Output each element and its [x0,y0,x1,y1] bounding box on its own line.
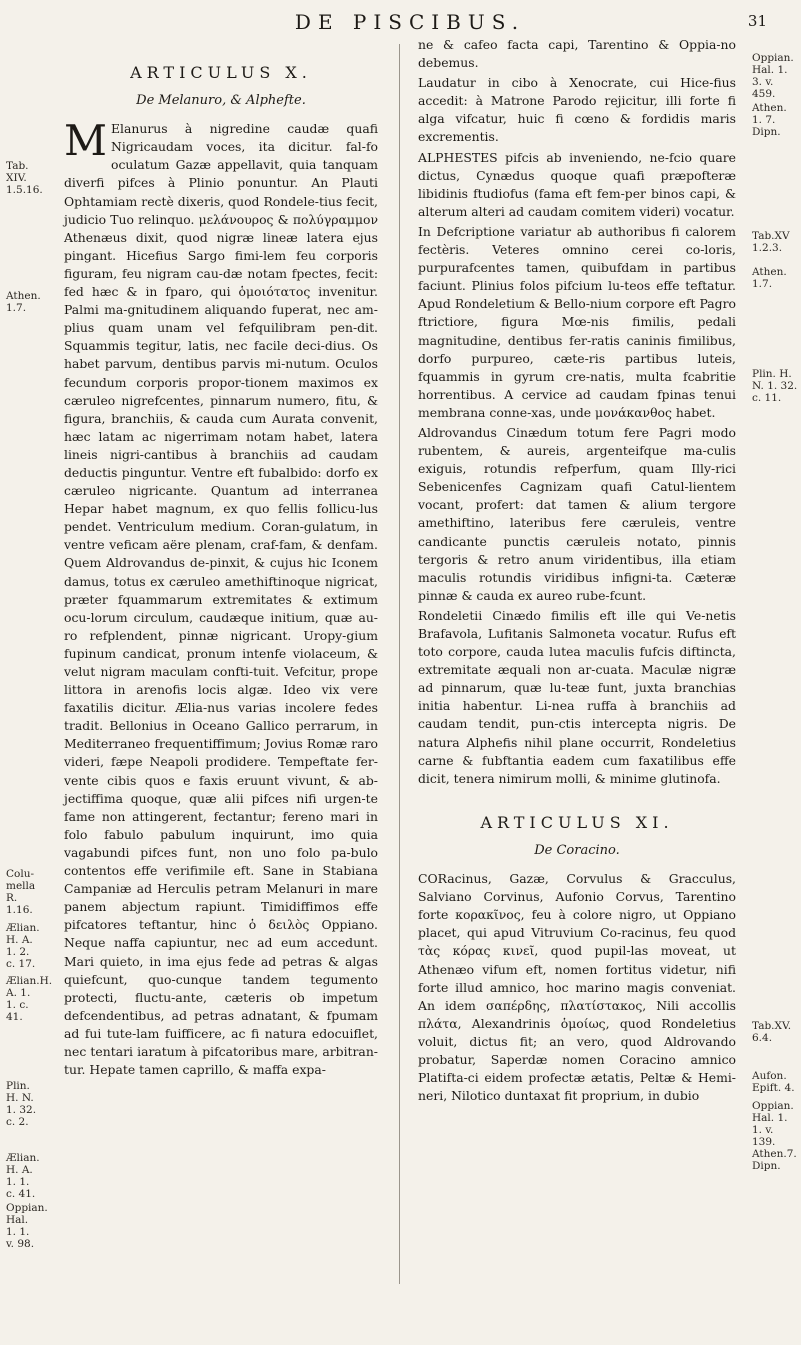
paragraph-melanurus [64,116,378,1079]
margin-note: Plin. H. N. 1. 32. c. 11. [752,368,798,404]
margin-note: Athen. 1. 7. Dipn. [752,102,787,138]
page-number: 31 [747,12,767,30]
margin-note: Oppian. Hal. 1. 3. v. 459. [752,52,794,100]
margin-note: Ælian. H. A. 1. 2. c. 17. [6,922,40,970]
paragraph: Aldrovandus Cinædum totum fere Pagri modo rubentem, & aureis, argenteifque ma-culis exiguis, rotundis refperfum, quam Illy-rici Sebenicenfes Cagnizam quafi Catul-lientem vocant, profert: dat tamen & alium tergore amethiftino, lateribus fere cæruleis, ventre candicante punctis cæruleis notato, pinnis tergoris & retro anum viridentibus, illa etiam maculis rotundis viridibus infigni-ta. Cæteræ pinnæ & cauda ex aureo rube-fcunt. [418,424,736,603]
margin-note: Colu-mella R. 1.16. [6,868,36,916]
margin-note: Ælian.H. A. 1. 1. c. 41. [6,975,53,1023]
paragraph: ne & cafeo facta capi, Tarentino & Oppia-no debemus. [418,37,736,71]
article-subtitle-xi: De Coracino. [534,842,620,858]
running-title: DE PISCIBUS. [294,10,526,34]
margin-note: Tab. XIV. 1.5.16. [6,160,43,196]
paragraph: In Defcriptione variatur ab authoribus fi calorem fectèris. Veteres omnino cerei co-loris, purpurafcentes tamen, quibufdam in partibus faciunt. Plinius folos pifcium lu-teos effe teftatur. Apud Rondeletium & Bello-nium corpore eft Pagro ftrictiore, figura Mœ-nis fimilis, pedali magnitudine, dentibus fer-ratis caninis fimilibus, dorfo purpureo, cæte-ris partibus luteis, fquammis in gyrum cre-natis, multa fcabritie horrentibus. A cervice ad caudam fpinas tenui membrana conne-xas, unde μονάκανθος habet. [418,223,736,420]
paragraph: Rondeletii Cinædo fimilis eft ille qui Ve-netis Brafavola, Lufitanis Salmoneta vocatur. Rufus eft toto corpore, cauda lutea maculis fufcis diftincta, extremitate æquali non ar-cuata. Maculæ nigræ ad pinnarum, quæ lu-teæ funt, juxta branchias initia habentur. Li-nea ruffa à branchiis ad caudam tendit, pun-ctis intercepta nigris. De natura Alphefis nihil plane occurrit, Rondeletius carne & fubftantia eadem cum faxatilibus effe dicit, tenera nimirum molli, & minime glutinofa. [418,607,736,786]
paragraph-alphestes: ALPHESTES pifcis ab inveniendo, ne-fcio quare dictus, Cynædus quoque quafi præpofteræ libidinis ftudiofus (fama eft fem-per binos capi, & alterum alteri ad caudam comitem videri) vocatur. [418,149,736,219]
margin-note: Athen. 1.7. [752,266,787,290]
article-subtitle-x: De Melanuro, & Alphefte. [136,93,306,109]
article-title-xi: ARTICULUS XI. [480,812,674,832]
margin-note: Athen. 1.7. [6,290,41,314]
paragraph-coracinus: CORacinus, Gazæ, Corvulus & Gracculus, Salviano Corvinus, Aufonio Corvus, Tarentino forte κορακῖνος, feu à colore nigro, ut Oppiano placet, qui apud Vitruvium Co-racinus, feu quod τὰς κόρας κινεῖ, quod pupil-las moveat, ut Athenæo vifum eft, nomen fortitus videtur, nifi forte illud amnico, hoc marino magis conveniat. An idem σαπέρδης, πλατίστακος, Nili accollis πλάτα, Alexandrinis ὁμοίως, quod Rondeletius voluit, dictus fit; an vero, quod Aldrovando probatur, Saperdæ nomen Coracino amnico Platifta-ci eidem profectæ ætatis, Peltæ & Hemi-neri, Nilotico duntaxat fit proprium, in dubio [418,871,736,1104]
margin-note: Oppian. Hal. 1. 1. v. 98. [6,1202,48,1250]
margin-note: Oppian. Hal. 1. 1. v. 139. [752,1100,794,1148]
margin-note: Athen.7. Dipn. [752,1148,797,1172]
margin-note: Tab.XV 1.2.3. [752,230,790,254]
dropcap: M [64,116,108,166]
left-column [64,36,378,1081]
column-divider [399,44,400,1284]
margin-note: Tab.XV. 6.4. [752,1020,792,1044]
margin-note: Ælian. H. A. 1. 1. c. 41. [6,1152,40,1200]
paragraph-text: Elanurus à nigredine caudæ quafi Nigricaudam voces, ita dicitur. fal-fo oculatum Gazæ appellavit, quia tanquam diverfi pifces à Plinio ponuntur. An Plauti Ophtamiam rectè dixeris, quod Rondele-tius fecit, judicio Tuo relinquo. μελάνουρος & πολύγραμμον Athenæus dixit, quod nigræ lineæ latera ejus pingant. Hicefius Sargo fimi-lem feu corporis figuram, feu nigram cau-dæ notam fpectes, fecit: fed hæc & in fparo, qui ὁμοιότατος invenitur. Palmi ma-gnitudinem aliquando fuperat, nec am-plius quam unam vel fefquilibram pen-dit. Squammis tegitur, latis, nec facile deci-dius. Os habet parvum, dentibus parvis mi-nutum. Oculos fecundum corporis propor-tionem maximos ex cæruleo nigrefcentes, pinnarum numero, fitu, & figura, branchiis, & cauda cum Aurata convenit, hæc latam ac nigerrimam notam habet, latera lineis nigri-cantibus à branchiis ad caudam deductis pinguntur. Ventre eft fubalbido: dorfo ex cæruleo nigricante. Quantum ad interranea Hepar habet magnum, ex quo fellis follicu-lus pendet. Ventriculum medium. Coran-gulatum, in ventre veficam aëre plenam, craf-fam, & denfam. Quem Aldrovandus de-pinxit, & cujus hic Iconem damus, totus ex cæruleo amethiftinoque nigricat, præter fquammarum extremitates & extimum ocu-lorum circulum, caudæque initium, quæ au-ro refplendent, pinnæ nigricant. Uropy-gium fupinum candicat, pronum intenfe violaceum, & velut nigram maculam confti-tuit. Vefcitur, prope littora in arenofis locis algæ. Ideo vix vere faxatilis dicitur. Ælia-nus varias incolere fedes tradit. Bellonius in Oceano Gallico perrarum, in Mediterraneo frequentiffimum; Jovius Romæ raro videri, fæpe Neapoli prodidere. Tempeftate fer-vente cibis quos e faxis eruunt vivunt, & ab-jectiffima quoque, quæ alii pifces nifi urgen-te fame non attingerent, fectantur; fereno mari in folo fabulo pabulum inquirunt, imo quia vagabundi pifces funt, non uno folo pa-bulo contentos effe verifimile eft. Sane in Stabiana Campaniæ ad Herculis petram Melanuri in mare panem abjectum rapiunt. Timidiffimos effe pifcatores teftantur, hinc ὁ δειλὸς Oppiano. Neque naffa capiuntur, nec ad eum accedunt. Mari quieto, in ima ejus fede ad petras & algas quiefcunt, quo-cunque tandem tegumento protecti, fluctu-ante, cæteris ob impetum defcendentibus, ad petras adnatant, & fpumam ad fui tute-lam fuifficere, ac fi natura edocuiflet, nec tentari iaratum à pifcatoribus mare, arbitran-tur. Hepate tamen caprillo, & maffa expa- [64,121,378,1078]
paragraph: Laudatur in cibo à Xenocrate, cui Hice-fius accedit: à Matrone Parodo rejicitur, illi forte fi alga vifcatur, huic fi cœno & fordidis maris excrementis. [418,75,736,145]
article-title-x: ARTICULUS X. [130,63,312,82]
margin-note: Aufon. Epift. 4. [752,1070,795,1094]
right-column [418,36,736,1107]
margin-note: Plin. H. N. 1. 32. c. 2. [6,1080,37,1128]
